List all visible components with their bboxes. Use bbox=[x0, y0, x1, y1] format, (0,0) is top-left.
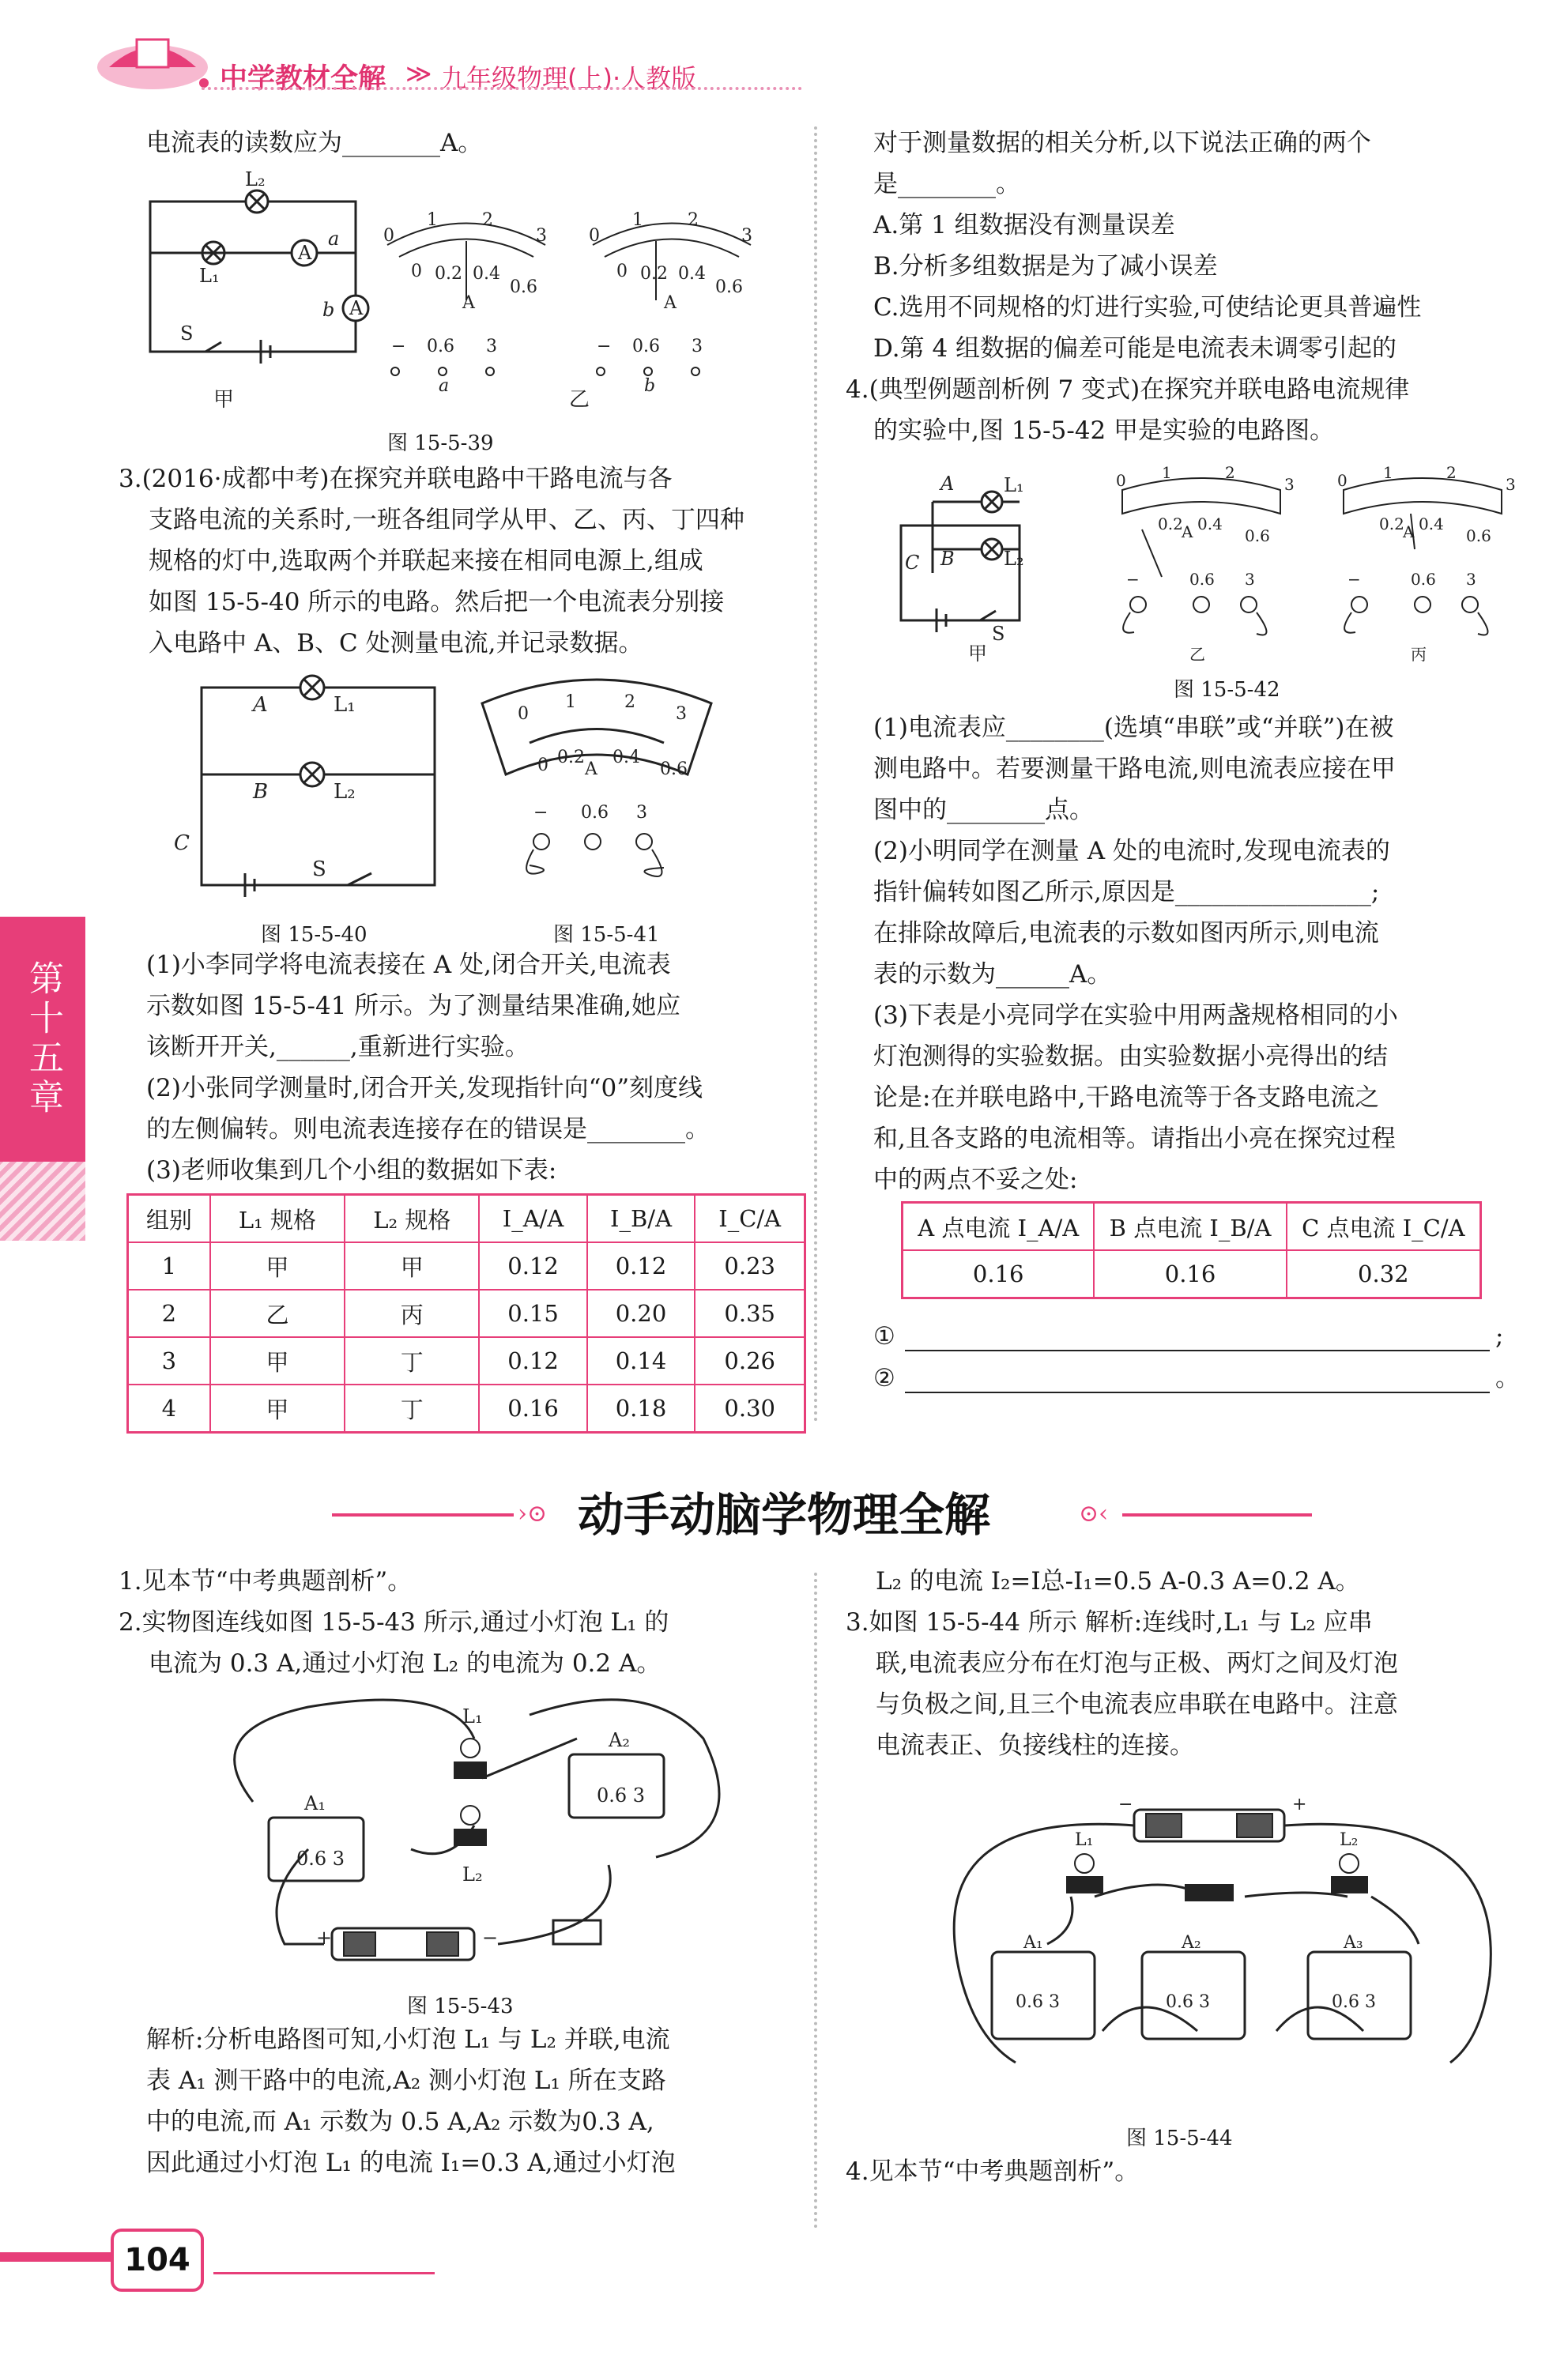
analysis-left: 解析:分析电路图可知,小灯泡 L₁ 与 L₂ 并联,电流 表 A₁ 测干路中的电流,A₂ 测小灯泡 L₁ 所在支路 中的电流,而 A₁ 示数为 0.5 A,A₂ 示数为0.3 A, 因此通过小灯泡 L₁ 的电流 I₁=0.3 A,通过小灯泡 bbox=[146, 2025, 676, 2177]
svg-text:S: S bbox=[992, 623, 1005, 645]
svg-text:0.4: 0.4 bbox=[678, 264, 706, 284]
svg-text:L₁: L₁ bbox=[1075, 1830, 1094, 1850]
svg-text:0.2: 0.2 bbox=[557, 748, 585, 767]
svg-text:A: A bbox=[1182, 522, 1193, 541]
figure-caption: 图 15-5-39 bbox=[387, 431, 494, 455]
svg-text:A: A bbox=[1403, 522, 1415, 541]
svg-text:L₁: L₁ bbox=[334, 693, 356, 717]
svg-text:0.4: 0.4 bbox=[1197, 514, 1223, 533]
svg-text:L₁: L₁ bbox=[199, 265, 220, 287]
svg-text:0.6 3: 0.6 3 bbox=[597, 1784, 646, 1807]
svg-text:L₂: L₂ bbox=[462, 1863, 483, 1886]
svg-text:3: 3 bbox=[486, 337, 497, 356]
arrow-left-icon: ⊙‹ bbox=[1079, 1500, 1109, 1528]
svg-text:0: 0 bbox=[1116, 471, 1126, 490]
table-row: 1 甲 甲 0.12 0.12 0.23 bbox=[128, 1242, 805, 1290]
svg-text:2: 2 bbox=[688, 210, 699, 230]
section-rule-right bbox=[1122, 1513, 1312, 1517]
table-header-row: 组别 L₁ 规格 L₂ 规格 I_A/A I_B/A I_C/A bbox=[128, 1195, 805, 1243]
table-row: 2 乙 丙 0.15 0.20 0.35 bbox=[128, 1290, 805, 1337]
blank-1-end: ; bbox=[1495, 1322, 1504, 1351]
footer-bar bbox=[0, 2252, 111, 2262]
table-row: 3 甲 丁 0.12 0.14 0.26 bbox=[128, 1337, 805, 1385]
answer-4: 4.见本节“中考典题剖析”。 bbox=[846, 2157, 1140, 2186]
footer-line bbox=[213, 2272, 435, 2274]
svg-text:1: 1 bbox=[1383, 466, 1393, 482]
svg-text:0.4: 0.4 bbox=[473, 264, 500, 284]
svg-text:a: a bbox=[328, 228, 340, 250]
svg-text:0.4: 0.4 bbox=[612, 748, 640, 767]
svg-text:3: 3 bbox=[692, 337, 703, 356]
data-table bbox=[126, 1193, 806, 1434]
svg-text:A₁: A₁ bbox=[1023, 1933, 1043, 1953]
svg-text:1: 1 bbox=[565, 692, 576, 712]
svg-text:−: − bbox=[482, 1927, 499, 1949]
svg-text:0.4: 0.4 bbox=[1419, 514, 1444, 533]
svg-text:1: 1 bbox=[427, 210, 438, 230]
svg-text:B: B bbox=[253, 780, 269, 804]
page-header: 中学教材全解 ≫ 九年级物理(上)·人教版 bbox=[93, 24, 805, 103]
blank-2-label: ② bbox=[873, 1364, 895, 1392]
figure-15-5-43 bbox=[213, 1691, 759, 1984]
svg-text:A₃: A₃ bbox=[1344, 1933, 1363, 1953]
svg-text:S: S bbox=[312, 857, 326, 881]
svg-text:2: 2 bbox=[624, 692, 635, 712]
figure-15-5-44 bbox=[944, 1778, 1513, 2110]
svg-text:0.6: 0.6 bbox=[1189, 570, 1215, 589]
svg-text:A: A bbox=[664, 293, 677, 313]
svg-text:0.2: 0.2 bbox=[1379, 514, 1404, 533]
svg-text:0: 0 bbox=[518, 704, 529, 724]
svg-text:−: − bbox=[1126, 570, 1140, 589]
figure-caption: 图 15-5-42 bbox=[1174, 678, 1280, 702]
svg-text:0.6: 0.6 bbox=[660, 759, 688, 779]
table-header-row: A 点电流 I_A/A B 点电流 I_B/A C 点电流 I_C/A bbox=[903, 1203, 1481, 1251]
svg-text:−: − bbox=[1118, 1795, 1133, 1814]
svg-text:0.6 3: 0.6 3 bbox=[1016, 1992, 1060, 2012]
svg-text:C: C bbox=[174, 831, 190, 855]
svg-text:A: A bbox=[253, 693, 268, 717]
svg-text:3: 3 bbox=[741, 226, 752, 246]
svg-text:0.2: 0.2 bbox=[640, 264, 668, 284]
blank-1-label: ① bbox=[873, 1322, 895, 1351]
svg-text:0.6: 0.6 bbox=[1245, 526, 1270, 545]
figure-15-5-40-41 bbox=[158, 672, 790, 909]
column-divider-lower bbox=[814, 1573, 817, 2229]
svg-text:0.6: 0.6 bbox=[581, 803, 609, 823]
svg-text:L₂: L₂ bbox=[1340, 1830, 1359, 1850]
svg-text:L₂: L₂ bbox=[334, 780, 356, 804]
answers-right: L₂ 的电流 I₂=I总-I₁=0.5 A-0.3 A=0.2 A。 3.如图 15-5-44 所示 解析:连线时,L₁ 与 L₂ 应串 联,电流表应分布在灯泡与正极、两灯之间及灯泡 与负极之间,且三个电流表应串联在电路中。注意 电流表正、负接线柱的连接。 bbox=[846, 1567, 1398, 1760]
svg-text:3: 3 bbox=[1245, 570, 1255, 589]
svg-text:L₁: L₁ bbox=[462, 1705, 483, 1728]
svg-text:0: 0 bbox=[616, 262, 628, 281]
svg-text:0.6 3: 0.6 3 bbox=[1166, 1992, 1210, 2012]
svg-text:3: 3 bbox=[1466, 570, 1476, 589]
blank-2-line bbox=[905, 1392, 1490, 1393]
svg-text:0.6: 0.6 bbox=[1411, 570, 1436, 589]
svg-text:0.6: 0.6 bbox=[427, 337, 454, 356]
svg-text:甲: 甲 bbox=[968, 642, 987, 664]
question-4-parts: (1)电流表应________(选填“串联”或“并联”)在被 测电路中。若要测量干路电流,则电流表应接在甲 图中的________点。 (2)小明同学在测量 A 处的电流时,发现电流表的 指针偏转如图乙所示,原因是________________; 在排除故障后,电流表的示数如图丙所示,则电流 表的示数为______A。 (3)下表是小亮同学在实验中用两盏规格相同的小 灯泡测得的实验数据。由实验数据小亮得出的结 论是:在并联电路中,干路电流等于各支路电流之 和,且各支路的电流相等。请指出小亮在探究过程 中的两点不妥之处: bbox=[873, 714, 1398, 1194]
figure-15-5-42 bbox=[885, 466, 1549, 664]
svg-text:2: 2 bbox=[1225, 466, 1235, 482]
svg-text:−: − bbox=[1348, 570, 1361, 589]
svg-text:−: − bbox=[597, 337, 612, 356]
blank-1-line bbox=[905, 1350, 1490, 1351]
right-column-top: 对于测量数据的相关分析,以下说法正确的两个 是________。 A.第 1 组数据没有测量误差 B.分析多组数据是为了减小误差 C.选用不同规格的灯进行实验,可使结论更具普遍性 D.第 4 组数据的偏差可能是电流表未调零引起的 4.(典型例题剖析例 7 变式)在探究并联电路电流规律 的实验中,图 15-5-42 甲是实验的电路图。 bbox=[846, 129, 1422, 445]
svg-text:丙: 丙 bbox=[1411, 645, 1427, 664]
svg-text:0.6 3: 0.6 3 bbox=[296, 1848, 345, 1870]
chapter-tab: 第十五章 bbox=[0, 917, 85, 1162]
header-divider bbox=[202, 87, 802, 90]
svg-text:3: 3 bbox=[536, 226, 547, 246]
section-title: 动手动脑学物理全解 bbox=[577, 1488, 990, 1542]
svg-text:b: b bbox=[322, 299, 335, 321]
fig-label-yi: 乙 bbox=[569, 388, 590, 412]
svg-text:A₁: A₁ bbox=[304, 1792, 326, 1814]
svg-text:0: 0 bbox=[1337, 471, 1348, 490]
svg-text:+: + bbox=[316, 1927, 333, 1949]
svg-text:0: 0 bbox=[411, 262, 422, 281]
svg-text:A: A bbox=[940, 473, 955, 495]
figure-caption: 图 15-5-43 bbox=[407, 1995, 514, 2018]
svg-text:B: B bbox=[940, 548, 955, 570]
svg-text:3: 3 bbox=[1506, 475, 1516, 494]
question-text: 电流表的读数应为________A。 bbox=[146, 129, 483, 157]
table-row: 4 甲 丁 0.16 0.18 0.30 bbox=[128, 1385, 805, 1433]
column-divider bbox=[814, 126, 817, 1422]
svg-text:0.6: 0.6 bbox=[715, 277, 743, 297]
chapter-tab-stripe bbox=[0, 1162, 85, 1241]
svg-text:0.6: 0.6 bbox=[1466, 526, 1491, 545]
svg-text:0: 0 bbox=[537, 755, 548, 775]
svg-text:a: a bbox=[439, 376, 450, 396]
figure-caption: 图 15-5-44 bbox=[1126, 2127, 1233, 2150]
svg-text:L₂: L₂ bbox=[1004, 548, 1024, 570]
svg-text:+: + bbox=[1292, 1795, 1307, 1814]
svg-text:A₂: A₂ bbox=[609, 1729, 630, 1751]
svg-text:0.6: 0.6 bbox=[632, 337, 660, 356]
data-table-right bbox=[901, 1201, 1482, 1299]
svg-text:S: S bbox=[180, 322, 194, 345]
svg-text:L₁: L₁ bbox=[1004, 474, 1024, 496]
book-subtitle: 九年级物理(上)·人教版 bbox=[441, 63, 697, 93]
book-title: 中学教材全解 bbox=[220, 63, 386, 95]
svg-text:2: 2 bbox=[1446, 466, 1457, 482]
figure-15-5-39 bbox=[134, 170, 806, 446]
svg-text:1: 1 bbox=[1162, 466, 1172, 482]
question-3-parts: (1)小李同学将电流表接在 A 处,闭合开关,电流表 示数如图 15-5-41 所示。为了测量结果准确,她应 该断开开关,______,重新进行实验。 (2)小张同学测量时,闭合开关,发现指针向“0”刻度线 的左侧偏转。则电流表连接存在的错误是________。 (3)老师收集到几个小组的数据如下表: bbox=[146, 951, 710, 1185]
svg-text:乙: 乙 bbox=[1189, 645, 1205, 664]
svg-text:A: A bbox=[585, 759, 597, 779]
svg-text:0: 0 bbox=[383, 226, 394, 246]
svg-text:3: 3 bbox=[636, 803, 647, 823]
svg-text:A: A bbox=[462, 293, 475, 313]
svg-text:0.2: 0.2 bbox=[1158, 514, 1183, 533]
table-row: 0.16 0.16 0.32 bbox=[903, 1250, 1481, 1298]
svg-text:A: A bbox=[349, 297, 364, 319]
svg-text:A: A bbox=[298, 242, 312, 264]
fig-label-jia: 甲 bbox=[213, 388, 235, 412]
svg-text:0.2: 0.2 bbox=[435, 264, 462, 284]
figure-caption: 图 15-5-40 bbox=[261, 923, 368, 947]
svg-text:L₂: L₂ bbox=[245, 170, 266, 190]
svg-text:2: 2 bbox=[482, 210, 493, 230]
svg-text:A₂: A₂ bbox=[1182, 1933, 1201, 1953]
arrow-right-icon: ›⊙ bbox=[518, 1500, 548, 1528]
svg-text:0.6: 0.6 bbox=[510, 277, 537, 297]
page-number: 104 bbox=[111, 2229, 204, 2292]
svg-text:1: 1 bbox=[632, 210, 643, 230]
svg-text:−: − bbox=[391, 337, 406, 356]
svg-text:3: 3 bbox=[1284, 475, 1295, 494]
svg-text:b: b bbox=[644, 376, 656, 396]
book-logo-icon bbox=[93, 24, 212, 95]
svg-text:0.6 3: 0.6 3 bbox=[1332, 1992, 1376, 2012]
answers-left: 1.见本节“中考典题剖析”。 2.实物图连线如图 15-5-43 所示,通过小灯泡 L₁ 的 电流为 0.3 A,通过小灯泡 L₂ 的电流为 0.2 A。 bbox=[119, 1567, 669, 1678]
blank-2-end: 。 bbox=[1495, 1364, 1520, 1392]
svg-text:0: 0 bbox=[589, 226, 600, 246]
svg-text:C: C bbox=[905, 552, 920, 574]
figure-caption: 图 15-5-41 bbox=[553, 923, 660, 947]
svg-text:3: 3 bbox=[676, 704, 687, 724]
question-3: 3.(2016·成都中考)在探究并联电路中干路电流与各 支路电流的关系时,一班各组同学从甲、乙、丙、丁四种 规格的灯中,选取两个并联起来接在相同电源上,组成 如图 15-5-40 所示的电路。然后把一个电流表分别接 入电路中 A、B、C 处测量电流,并记录数据。 bbox=[119, 465, 744, 657]
svg-text:−: − bbox=[533, 803, 548, 823]
